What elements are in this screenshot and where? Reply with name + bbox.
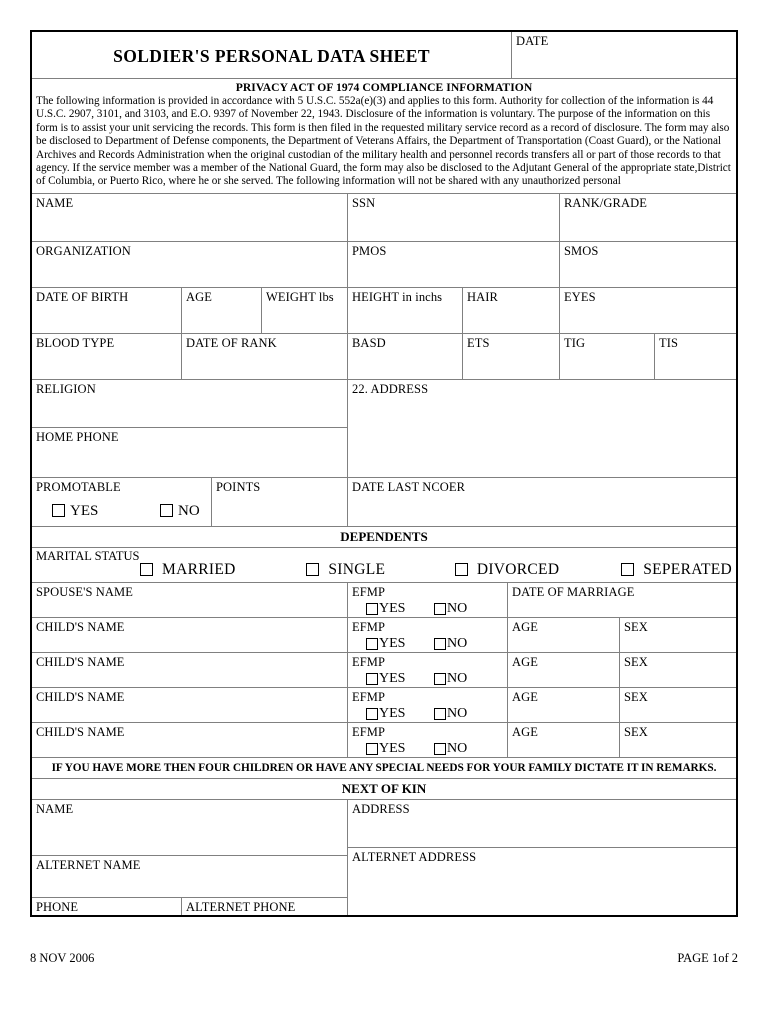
- efmp-no-option[interactable]: [434, 601, 467, 617]
- name-row: [32, 194, 736, 242]
- nok-name-label: NAME: [36, 801, 74, 816]
- efmp-yes-label: YES: [379, 635, 406, 651]
- tis-field[interactable]: [655, 334, 736, 379]
- home-phone-field[interactable]: [32, 428, 347, 477]
- address-field[interactable]: [348, 380, 736, 477]
- weight-label: WEIGHT lbs: [266, 289, 334, 304]
- marital-status-label: MARITAL STATUS: [36, 548, 140, 563]
- checkbox-icon[interactable]: [366, 603, 378, 615]
- efmp-label: EFMP: [352, 584, 386, 599]
- organization-label: ORGANIZATION: [36, 243, 131, 258]
- child-name-field[interactable]: [32, 653, 348, 687]
- efmp-no-option[interactable]: [434, 671, 467, 687]
- hair-label: HAIR: [467, 289, 498, 304]
- religion-field[interactable]: [32, 380, 347, 429]
- checkbox-icon[interactable]: [140, 563, 153, 576]
- child-sex-label: SEX: [624, 689, 648, 704]
- child-efmp-field: [348, 723, 508, 757]
- organization-row: [32, 242, 736, 288]
- physical-row: [32, 288, 736, 334]
- ets-label: ETS: [467, 335, 490, 350]
- height-label: HEIGHT in inchs: [352, 289, 443, 304]
- height-field[interactable]: [348, 288, 463, 333]
- child-efmp-field: [348, 618, 508, 652]
- nok-address-label: ADDRESS: [352, 801, 410, 816]
- efmp-yes-option[interactable]: [366, 601, 434, 617]
- promotable-yes-option[interactable]: [52, 503, 160, 519]
- child-age-label: AGE: [512, 724, 538, 739]
- pmos-field[interactable]: [348, 242, 560, 287]
- efmp-label: EFMP: [352, 689, 386, 704]
- child-sex-field[interactable]: [620, 653, 736, 687]
- efmp-options: [352, 741, 503, 757]
- child-efmp-field: [348, 688, 508, 722]
- checkbox-icon[interactable]: [366, 638, 378, 650]
- rank-grade-label: RANK/GRADE: [564, 195, 647, 210]
- spouse-name-field[interactable]: [32, 583, 348, 617]
- efmp-yes-label: YES: [379, 600, 406, 616]
- spouse-row: [32, 583, 736, 618]
- rank-grade-field[interactable]: [560, 194, 736, 241]
- child-sex-field[interactable]: [620, 723, 736, 757]
- efmp-yes-option[interactable]: [366, 671, 434, 687]
- nok-alternate-name-label: ALTERNET NAME: [36, 857, 141, 872]
- efmp-options: [352, 671, 503, 687]
- nok-alternate-address-label: ALTERNET ADDRESS: [352, 849, 477, 864]
- points-label: POINTS: [216, 479, 261, 494]
- efmp-label: EFMP: [352, 654, 386, 669]
- checkbox-icon[interactable]: [621, 563, 634, 576]
- efmp-label: EFMP: [352, 724, 386, 739]
- child-row: [32, 723, 736, 758]
- nok-alternate-phone-field[interactable]: [182, 898, 347, 915]
- nok-alternate-phone-label: ALTERNET PHONE: [186, 899, 296, 914]
- title-cell: [32, 32, 512, 78]
- date-last-ncoer-label: DATE LAST NCOER: [352, 479, 466, 494]
- points-field[interactable]: [212, 478, 348, 526]
- nok-alternate-address-field[interactable]: [348, 848, 736, 915]
- home-phone-label: HOME PHONE: [36, 430, 119, 445]
- child-sex-field[interactable]: [620, 688, 736, 722]
- page-title: SOLDIER'S PERSONAL DATA SHEET: [113, 45, 430, 66]
- marital-option-single[interactable]: [306, 561, 454, 579]
- eyes-label: EYES: [564, 289, 596, 304]
- efmp-yes-option[interactable]: [366, 706, 434, 722]
- efmp-yes-label: YES: [379, 705, 406, 721]
- service-dates-row: [32, 334, 736, 380]
- child-name-label: CHILD'S NAME: [36, 689, 125, 704]
- efmp-no-label: NO: [447, 600, 468, 616]
- checkbox-icon[interactable]: [52, 504, 65, 517]
- efmp-options: [352, 636, 503, 652]
- child-age-field[interactable]: [508, 618, 620, 652]
- eyes-field[interactable]: [560, 288, 736, 333]
- nok-address-field[interactable]: [348, 800, 736, 848]
- checkbox-icon[interactable]: [160, 504, 173, 517]
- checkbox-icon[interactable]: [434, 708, 446, 720]
- marital-option-divorced[interactable]: [455, 561, 621, 579]
- promotable-no-option[interactable]: [160, 503, 200, 519]
- marital-option-label: MARRIED: [162, 560, 236, 578]
- ets-field[interactable]: [463, 334, 560, 379]
- blood-type-label: BLOOD TYPE: [36, 335, 115, 350]
- smos-field[interactable]: [560, 242, 736, 287]
- name-label: NAME: [36, 195, 74, 210]
- nok-alternate-name-field[interactable]: [32, 856, 347, 898]
- nok-alternate-stack: [32, 856, 347, 915]
- checkbox-icon[interactable]: [366, 708, 378, 720]
- date-of-birth-label: DATE OF BIRTH: [36, 289, 129, 304]
- basd-field[interactable]: [348, 334, 463, 379]
- promotable-field: [32, 478, 212, 526]
- efmp-yes-option[interactable]: [366, 636, 434, 652]
- next-of-kin-row: [32, 800, 736, 917]
- child-age-label: AGE: [512, 689, 538, 704]
- promotable-options: [36, 503, 207, 519]
- checkbox-icon[interactable]: [366, 743, 378, 755]
- efmp-label: EFMP: [352, 619, 386, 634]
- date-of-rank-label: DATE OF RANK: [186, 335, 277, 350]
- child-name-field[interactable]: [32, 688, 348, 722]
- date-of-marriage-label: DATE OF MARRIAGE: [512, 584, 635, 599]
- checkbox-icon[interactable]: [434, 603, 446, 615]
- efmp-no-label: NO: [447, 740, 468, 756]
- child-age-field[interactable]: [508, 653, 620, 687]
- spouse-efmp-field: [348, 583, 508, 617]
- page-footer: [30, 950, 738, 966]
- child-row: [32, 653, 736, 688]
- child-name-label: CHILD'S NAME: [36, 654, 125, 669]
- blood-type-field[interactable]: [32, 334, 182, 379]
- ssn-field[interactable]: [348, 194, 560, 241]
- smos-label: SMOS: [564, 243, 599, 258]
- efmp-options: [352, 601, 503, 617]
- marital-option-seperated[interactable]: [621, 561, 732, 579]
- tis-label: TIS: [659, 335, 679, 350]
- contact-row: [32, 380, 736, 478]
- marital-option-label: SINGLE: [328, 560, 386, 578]
- hair-field[interactable]: [463, 288, 560, 333]
- checkbox-icon[interactable]: [306, 563, 319, 576]
- child-name-field[interactable]: [32, 723, 348, 757]
- child-age-field[interactable]: [508, 688, 620, 722]
- promotion-row: [32, 478, 736, 527]
- efmp-yes-label: YES: [379, 740, 406, 756]
- child-name-field[interactable]: [32, 618, 348, 652]
- child-row: [32, 618, 736, 653]
- tig-field[interactable]: [560, 334, 655, 379]
- efmp-no-label: NO: [447, 635, 468, 651]
- efmp-options: [352, 706, 503, 722]
- dependents-banner: DEPENDENTS: [32, 527, 736, 548]
- child-sex-label: SEX: [624, 619, 648, 634]
- marital-option-married[interactable]: [140, 561, 306, 579]
- efmp-no-option[interactable]: [434, 741, 467, 757]
- footer-date: 8 NOV 2006: [30, 951, 95, 965]
- nok-phone-row: [32, 898, 347, 915]
- promotable-yes-label: YES: [70, 502, 99, 519]
- marital-option-label: SEPERATED: [643, 560, 733, 578]
- nok-right-stack: [348, 800, 736, 915]
- checkbox-icon[interactable]: [434, 743, 446, 755]
- child-age-label: AGE: [512, 619, 538, 634]
- pmos-label: PMOS: [352, 243, 387, 258]
- child-row: [32, 688, 736, 723]
- footer-page-number: PAGE 1of 2: [677, 951, 738, 965]
- date-field[interactable]: [512, 32, 736, 78]
- efmp-no-option[interactable]: [434, 706, 467, 722]
- child-age-field[interactable]: [508, 723, 620, 757]
- child-name-label: CHILD'S NAME: [36, 724, 125, 739]
- ssn-label: SSN: [352, 195, 376, 210]
- next-of-kin-banner: NEXT OF KIN: [32, 779, 736, 800]
- efmp-yes-option[interactable]: [366, 741, 434, 757]
- organization-field[interactable]: [32, 242, 348, 287]
- marital-status-row: [32, 548, 736, 583]
- religion-phone-stack: [32, 380, 348, 477]
- child-sex-field[interactable]: [620, 618, 736, 652]
- child-name-label: CHILD'S NAME: [36, 619, 125, 634]
- efmp-yes-label: YES: [379, 670, 406, 686]
- name-field[interactable]: [32, 194, 348, 241]
- marital-option-label: DIVORCED: [476, 560, 560, 578]
- age-label: AGE: [186, 289, 212, 304]
- marital-options: [140, 561, 732, 579]
- tig-label: TIG: [564, 335, 586, 350]
- date-of-birth-field[interactable]: [32, 288, 182, 333]
- age-field[interactable]: [182, 288, 262, 333]
- promotable-no-label: NO: [178, 502, 200, 519]
- child-sex-label: SEX: [624, 654, 648, 669]
- promotable-label: PROMOTABLE: [36, 479, 121, 494]
- spouse-name-label: SPOUSE'S NAME: [36, 584, 133, 599]
- address-label: 22. ADDRESS: [352, 381, 429, 396]
- child-sex-label: SEX: [624, 724, 648, 739]
- date-of-rank-field[interactable]: [182, 334, 348, 379]
- nok-name-field[interactable]: [32, 800, 347, 856]
- basd-label: BASD: [352, 335, 386, 350]
- privacy-body: The following information is provided in accordance with 5 U.S.C. 552a(e)(3) and applies to this form. Authority for collection of the information is 44 U.S.C. 2907, 3101, and 3103, and E.O. 9397 of November 22, 1943. Disclosure of the information is voluntary. The purpose of the information on this form is to assist your unit servicing the records. This form is then filed in the requested military service record as a record of disclosure. The form may also be disclosed to Department of Defense components, the Department of Veterans Affairs, the Department of Transportation (Coast Guard), or the National Archives and Records Administration when the original custodian of the military health and personnel records transfers all or part of those records to that agency. If the service member was a member of the National Guard, the form may also be disclosed to the Adjutant General of the appropriate state,District of Columbia, or Puerto Rico, where he or she served. The following information will not be shared with any unauthorized personal: [36, 95, 731, 188]
- checkbox-icon[interactable]: [434, 673, 446, 685]
- privacy-act-block: [32, 79, 736, 194]
- privacy-heading: PRIVACY ACT OF 1974 COMPLIANCE INFORMATION: [235, 81, 533, 94]
- child-age-label: AGE: [512, 654, 538, 669]
- marital-status-field: [32, 548, 736, 582]
- efmp-no-label: NO: [447, 705, 468, 721]
- title-row: [32, 32, 736, 79]
- date-of-marriage-field[interactable]: [508, 583, 736, 617]
- date-last-ncoer-field[interactable]: [348, 478, 736, 526]
- child-efmp-field: [348, 653, 508, 687]
- form-document: [30, 30, 738, 917]
- nok-phone-label: PHONE: [36, 899, 79, 914]
- nok-left-stack: [32, 800, 348, 915]
- religion-label: RELIGION: [36, 381, 96, 396]
- date-label: DATE: [516, 34, 549, 48]
- efmp-no-label: NO: [447, 670, 468, 686]
- remarks-note: IF YOU HAVE MORE THEN FOUR CHILDREN OR HAVE ANY SPECIAL NEEDS FOR YOUR FAMILY DICTATE IT IN REMARKS.: [32, 758, 736, 779]
- efmp-no-option[interactable]: [434, 636, 467, 652]
- checkbox-icon[interactable]: [455, 563, 468, 576]
- weight-field[interactable]: [262, 288, 348, 333]
- checkbox-icon[interactable]: [366, 673, 378, 685]
- checkbox-icon[interactable]: [434, 638, 446, 650]
- nok-phone-field[interactable]: [32, 898, 182, 915]
